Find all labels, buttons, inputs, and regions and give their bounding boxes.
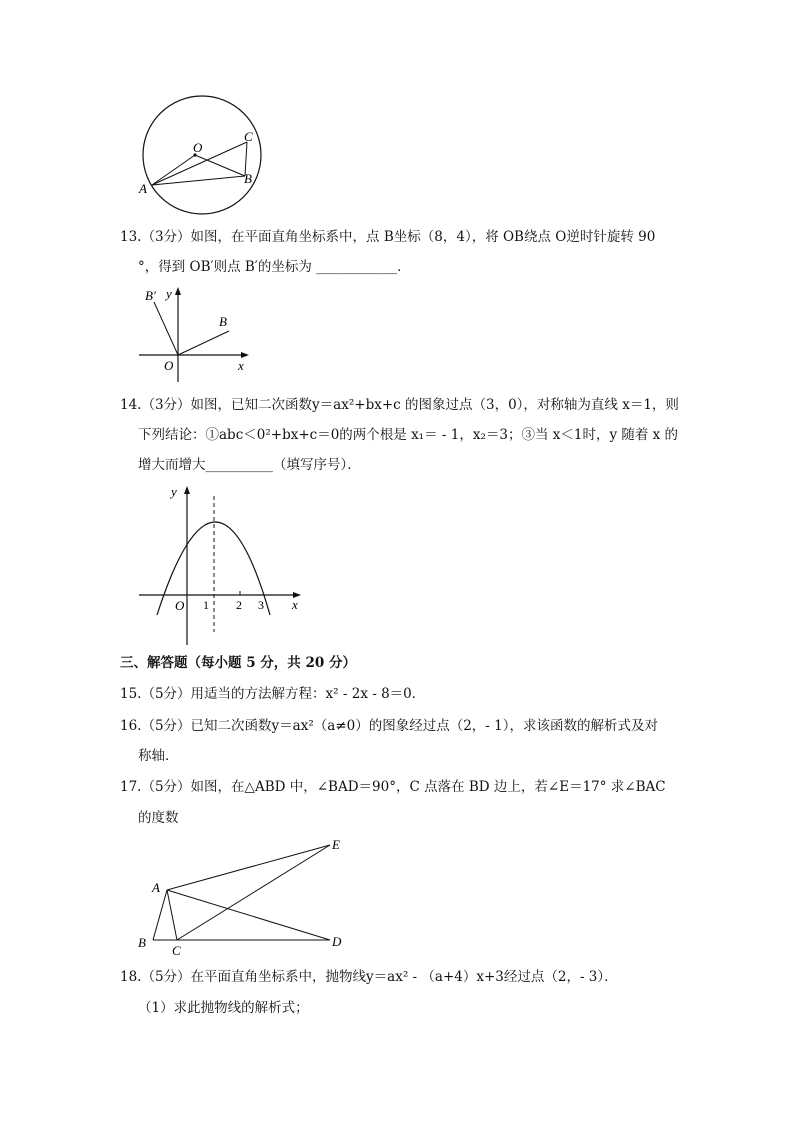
label-bprime: B′ — [145, 288, 156, 303]
circle-figure — [135, 95, 275, 215]
q14-line1: 14.（3分）如图，已知二次函数y＝ax²+bx+c 的图象过点（3，0），对称轴为直线 x＝1，则 — [120, 397, 679, 413]
segment-ac — [167, 890, 177, 940]
circle — [143, 96, 261, 214]
rotation-figure — [135, 282, 255, 382]
label-b: B — [219, 314, 227, 329]
q14-line2: 下列结论：①abc＜0²+bx+c＝0的两个根是 x₁＝ - 1，x₂＝3；③当 x＜1时，y 随着 x 的 — [138, 427, 679, 443]
segment-ad — [167, 890, 330, 940]
label-e: E — [332, 837, 340, 852]
label-o: O — [164, 358, 174, 373]
segment-ae — [167, 845, 330, 890]
parabola-figure — [135, 480, 310, 650]
label-x: x — [238, 358, 244, 373]
label-d: D — [332, 934, 342, 949]
label-c: C — [244, 129, 253, 144]
label-y: y — [171, 484, 177, 499]
segment-ce — [177, 845, 330, 940]
label-b: B — [244, 171, 252, 186]
segment-obp — [154, 302, 178, 355]
q14-line3: 增大而增大__________（填写序号）． — [138, 457, 361, 473]
q18-line1: 18.（5分）在平面直角坐标系中，抛物线y＝ax² - （a+4）x+3经过点（2，- 3）． — [120, 969, 618, 985]
q16-line1: 16.（5分）已知二次函数y＝ax²（a≠0）的图象经过点（2，- 1），求该函数的解析式及对 — [120, 718, 658, 734]
label-c: C — [172, 943, 181, 958]
y-axis-arrow — [184, 486, 190, 494]
label-y: y — [166, 286, 172, 301]
segment-ab — [152, 176, 245, 185]
label-b: B — [138, 935, 146, 950]
label-a: A — [152, 880, 160, 895]
q15: 15.（5分）用适当的方法解方程：x² - 2x - 8＝0． — [120, 686, 426, 702]
label-o: O — [193, 140, 203, 155]
label-a: A — [139, 181, 147, 196]
q17-line2: 的度数 — [138, 810, 179, 826]
segment-ob — [178, 331, 229, 355]
label-3: 3 — [258, 598, 264, 612]
q18-line2: （1）求此抛物线的解析式； — [138, 1000, 309, 1016]
label-x: x — [292, 597, 298, 612]
q13-line1: 13.（3分）如图，在平面直角坐标系中，点 B坐标（8，4），将 OB绕点 O逆时针旋转 90 — [120, 229, 656, 245]
segment-ab — [153, 890, 167, 940]
segment-ob — [195, 155, 245, 176]
q17-line1: 17.（5分）如图，在△ABD 中，∠BAD＝90°，C 点落在 BD 边上，若∠E＝17° 求∠BAC — [120, 779, 666, 795]
q16-line2: 称轴． — [138, 748, 179, 764]
section-heading: 三、解答题（每小题 5 分，共 20 分） — [120, 655, 356, 671]
label-1: 1 — [203, 598, 209, 612]
q13-line2: °，得到 OB′则点 B′的坐标为 ____________． — [138, 259, 411, 275]
segment-ao — [152, 155, 195, 185]
y-axis-arrow — [175, 287, 181, 295]
label-o: O — [175, 598, 185, 613]
label-2: 2 — [236, 598, 242, 612]
triangle-figure — [135, 835, 350, 960]
